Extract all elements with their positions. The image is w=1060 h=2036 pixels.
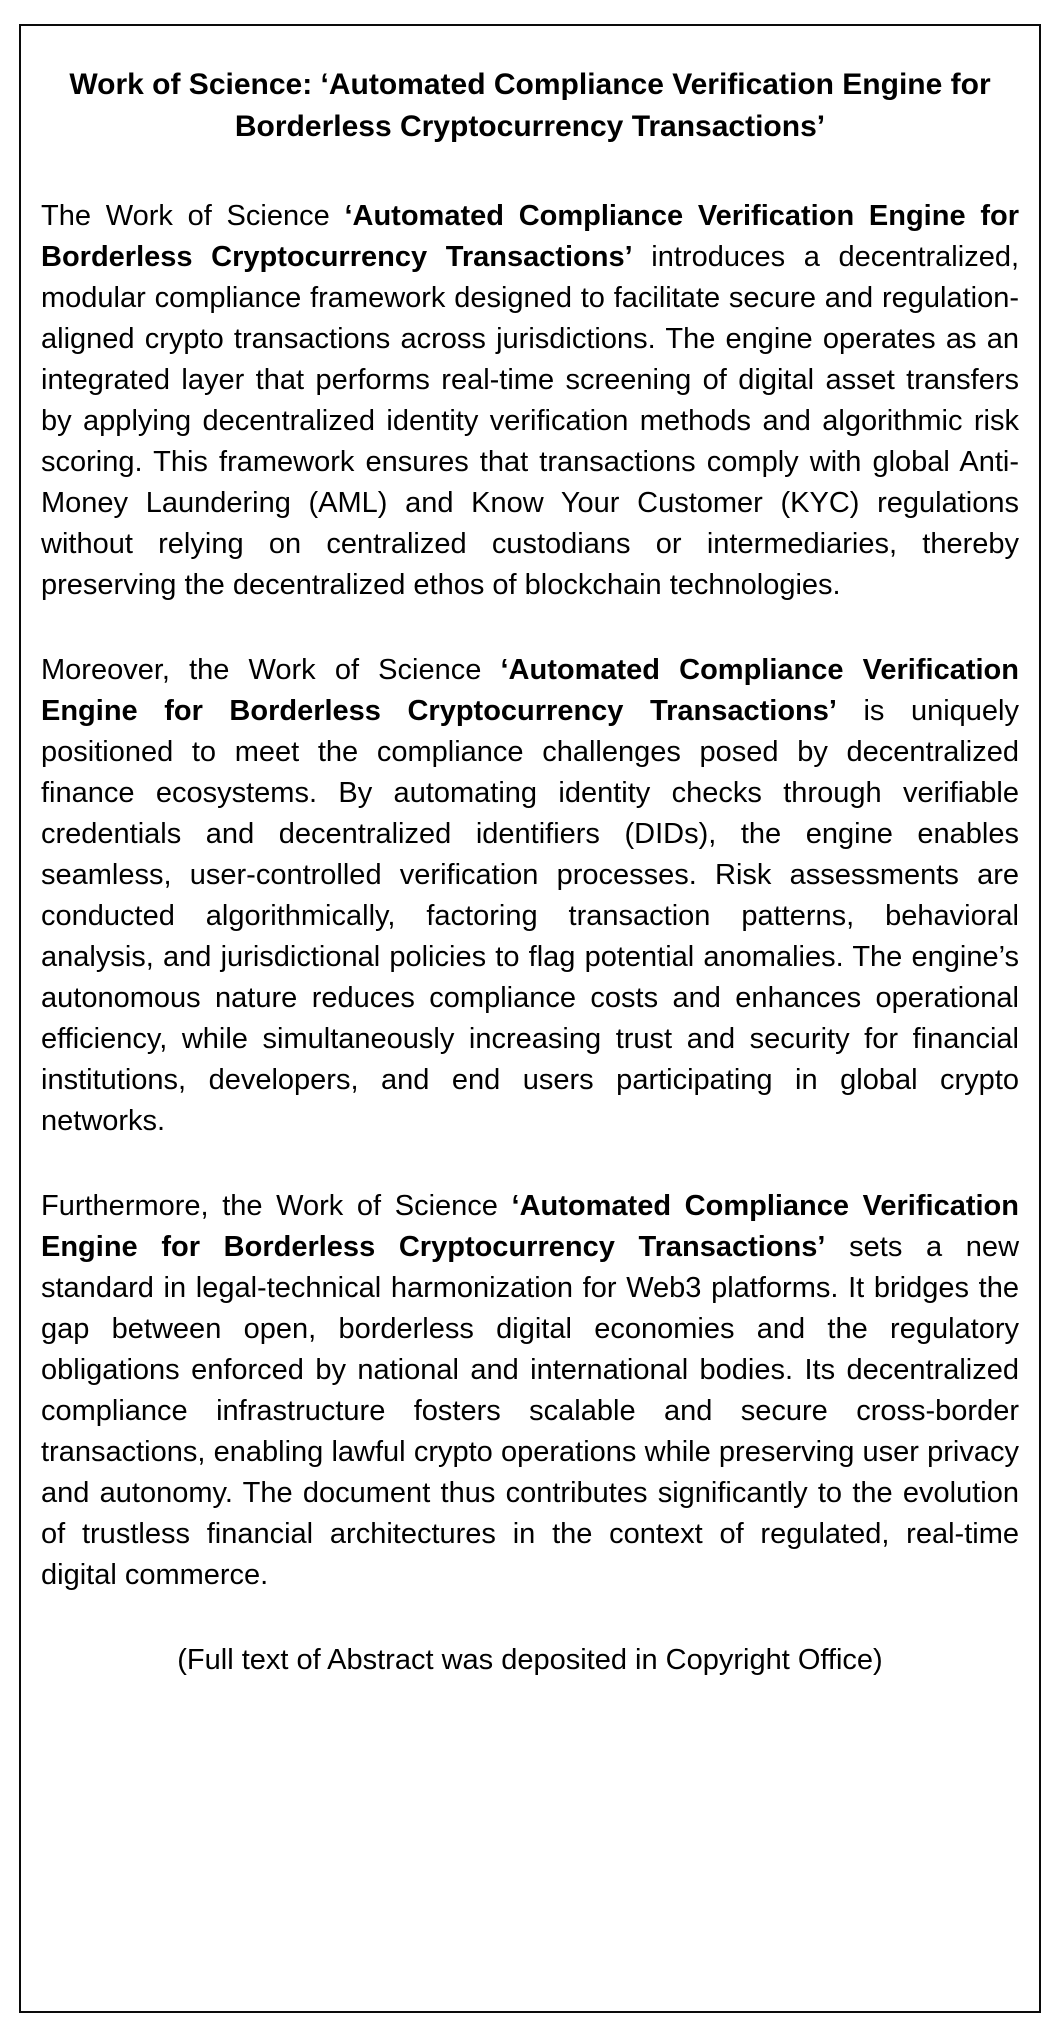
paragraph-text: introduces a decentralized, modular compliance framework designed to facilitate secure and regulation-aligned crypto transactions across jurisdictions. The engine operates as an integrated layer that performs real-time screening of digital asset transfers by applying decentralized identity verification methods and algorithmic risk scoring. This framework ensures that transactions comply with global Anti-Money Laundering (AML) and Know Your Customer (KYC) regulations without relying on centralized custodians or intermediaries, thereby preserving the decentralized ethos of blockchain technologies. <box>41 241 1020 601</box>
paragraph-text: The Work of Science <box>41 200 345 232</box>
paragraph-text: is uniquely positioned to meet the compliance challenges posed by decentralized finance ecosystems. By automating identity checks through verifiable credentials and decentralized identifiers (DIDs), the engine enables seamless, user-controlled verification processes. Risk assessments are conducted algorithmically, factoring transaction patterns, behavioral analysis, and jurisdictional policies to flag potential anomalies. The engine’s autonomous nature reduces compliance costs and enhances operational efficiency, while simultaneously increasing trust and security for financial institutions, developers, and end users participating in global crypto networks. <box>41 695 1019 1137</box>
abstract-paragraph <box>41 1186 1019 1596</box>
paragraph-text: sets a new standard in legal-technical harmonization for Web3 platforms. It bridges the gap between open, borderless digital economies and the regulatory obligations enforced by national and international bodies. Its decentralized compliance infrastructure fosters scalable and secure cross-border transactions, enabling lawful crypto operations while preserving user privacy and autonomy. The document thus contributes significantly to the evolution of trustless financial architectures in the context of regulated, real-time digital commerce. <box>41 1231 1020 1591</box>
document-title: Work of Science: ‘Automated Compliance Verification Engine for Borderless Cryptocurrency Transactions’ <box>69 68 991 143</box>
document-page <box>19 24 1041 2013</box>
paragraph-text: Furthermore, the Work of Science <box>41 1190 512 1222</box>
abstract-paragraph <box>41 196 1019 606</box>
deposit-note: (Full text of Abstract was deposited in Copyright Office) <box>177 1644 883 1676</box>
abstract-paragraph <box>41 650 1019 1142</box>
work-title-phrase: ‘Automated Compliance Verification Engine for Borderless Cryptocurrency Transactions’ <box>41 654 1019 727</box>
work-title-phrase: ‘Automated Compliance Verification Engine for Borderless Cryptocurrency Transactions’ <box>41 200 1019 273</box>
work-title-phrase: ‘Automated Compliance Verification Engine for Borderless Cryptocurrency Transactions’ <box>41 1190 1019 1263</box>
paragraph-text: Moreover, the Work of Science <box>41 654 501 686</box>
abstract-body <box>41 196 1019 1596</box>
